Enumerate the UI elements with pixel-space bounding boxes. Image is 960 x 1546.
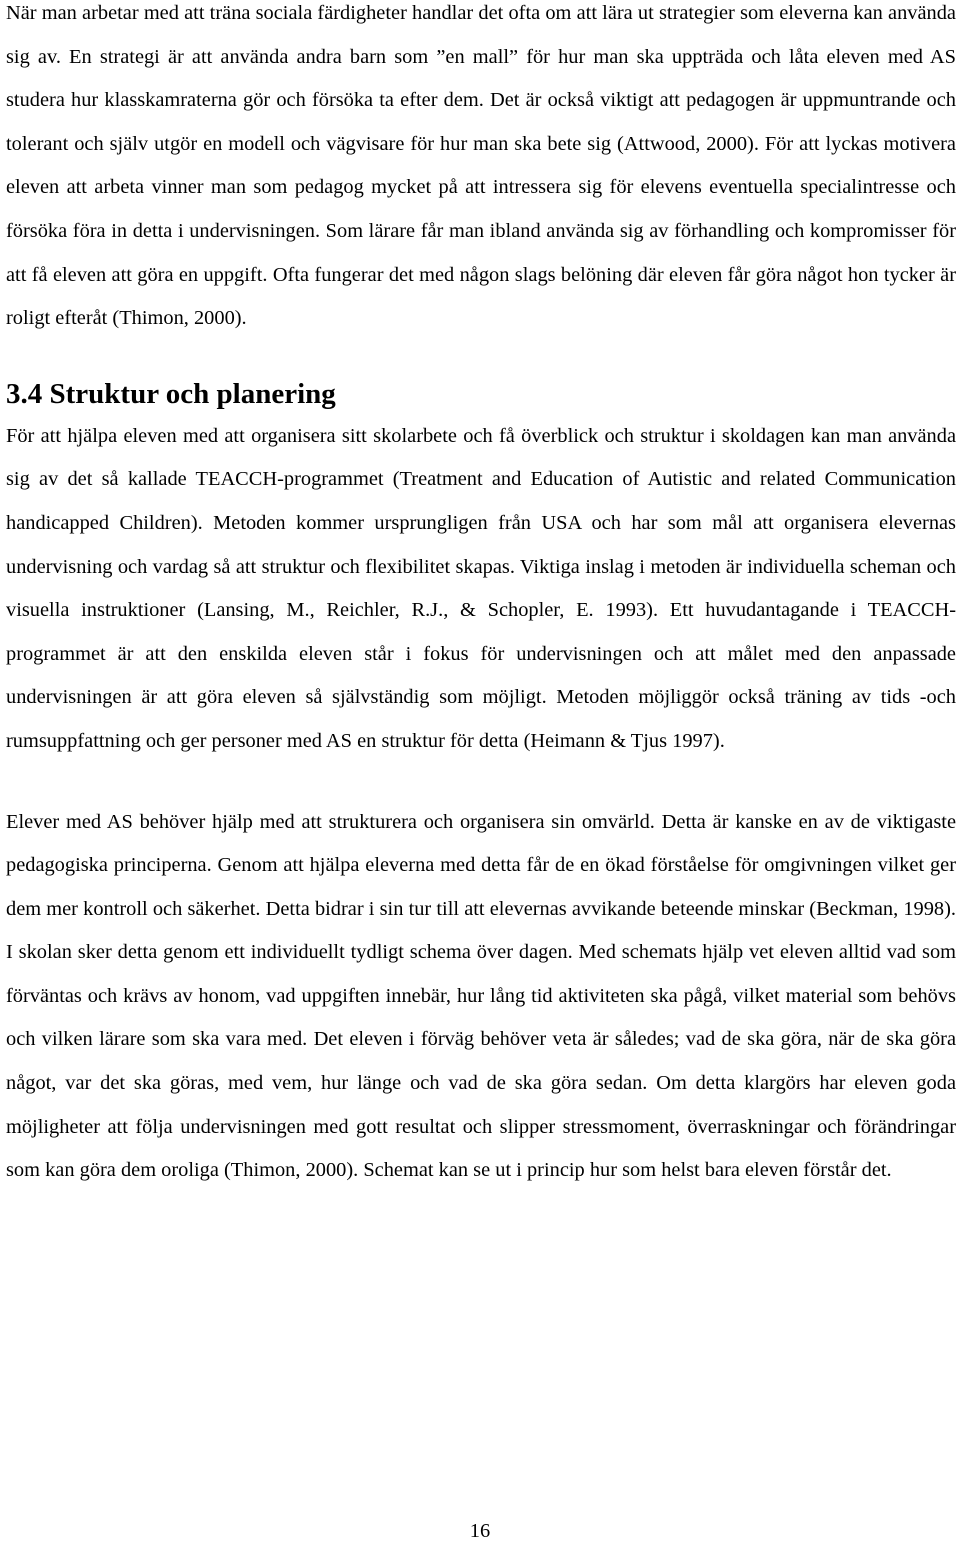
- page-number: 16: [469, 1520, 491, 1542]
- body-paragraph: Elever med AS behöver hjälp med att strukturera och organisera sin omvärld. Detta är kanske en av de viktigaste pedagogiska principerna. Genom att hjälpa eleverna med detta får de en ökad förståelse för omgivningen vilket ger dem mer kontroll och säkerhet. Detta bidrar i sin tur till att elevernas avvikande beteende minskar (Beckman, 1998). I skolan sker detta genom ett individuellt tydligt schema över dagen. Med schemats hjälp vet eleven alltid vad som förväntas och krävs av honom, vad uppgiften innebär, hur lång tid aktiviteten ska pågå, vilket material som behövs och vilken lärare som ska vara med. Det eleven i förväg behöver veta är således; vad de ska göra, när de ska göra något, var det ska göras, med vem, hur länge och vad de ska göra sedan. Om detta klargörs har eleven goda möjligheter att följa undervisningen med gott resultat och slipper stressmoment, överraskningar och förändringar som kan göra dem oroliga (Thimon, 2000). Schemat kan se ut i princip hur som helst bara eleven förstår det.: [6, 810, 956, 1182]
- section-heading: 3.4 Struktur och planering: [6, 377, 336, 410]
- body-paragraph: När man arbetar med att träna sociala färdigheter handlar det ofta om att lära ut strategier som eleverna kan använda sig av. En strategi är att använda andra barn som ”en mall” för hur man ska uppträda och låta eleven med AS studera hur klasskamraterna gör och försöka ta efter dem. Det är också viktigt att pedagogen är uppmuntrande och tolerant och själv utgör en modell och vägvisare för hur man ska bete sig (Attwood, 2000). För att lyckas motivera eleven att arbeta vinner man som pedagog mycket på att intressera sig för elevens eventuella specialintresse och försöka föra in detta i undervisningen. Som lärare får man ibland använda sig av förhandling och kompromisser för att få eleven att göra en uppgift. Ofta fungerar det med någon slags belöning där eleven får göra något hon tycker är roligt efteråt (Thimon, 2000).: [6, 2, 956, 330]
- body-paragraph: För att hjälpa eleven med att organisera sitt skolarbete och få överblick och struktur i skoldagen kan man använda sig av det så kallade TEACCH-programmet (Treatment and Education of Autistic and related Communication handicapped Children). Metoden kommer ursprungligen från USA och har som mål att organisera elevernas undervisning och vardag så att struktur och flexibilitet skapas. Viktiga inslag i metoden är individuella scheman och visuella instruktioner (Lansing, M., Reichler, R.J., & Schopler, E. 1993). Ett huvudantagande i TEACCH-programmet är att den enskilda eleven står i fokus för undervisningen och att målet med den anpassade undervisningen är att göra eleven så självständig som möjligt. Metoden möjliggör också träning av tids -och rumsuppfattning och ger personer med AS en struktur för detta (Heimann & Tjus 1997).: [6, 424, 956, 752]
- document-page: [6, 0, 956, 1193]
